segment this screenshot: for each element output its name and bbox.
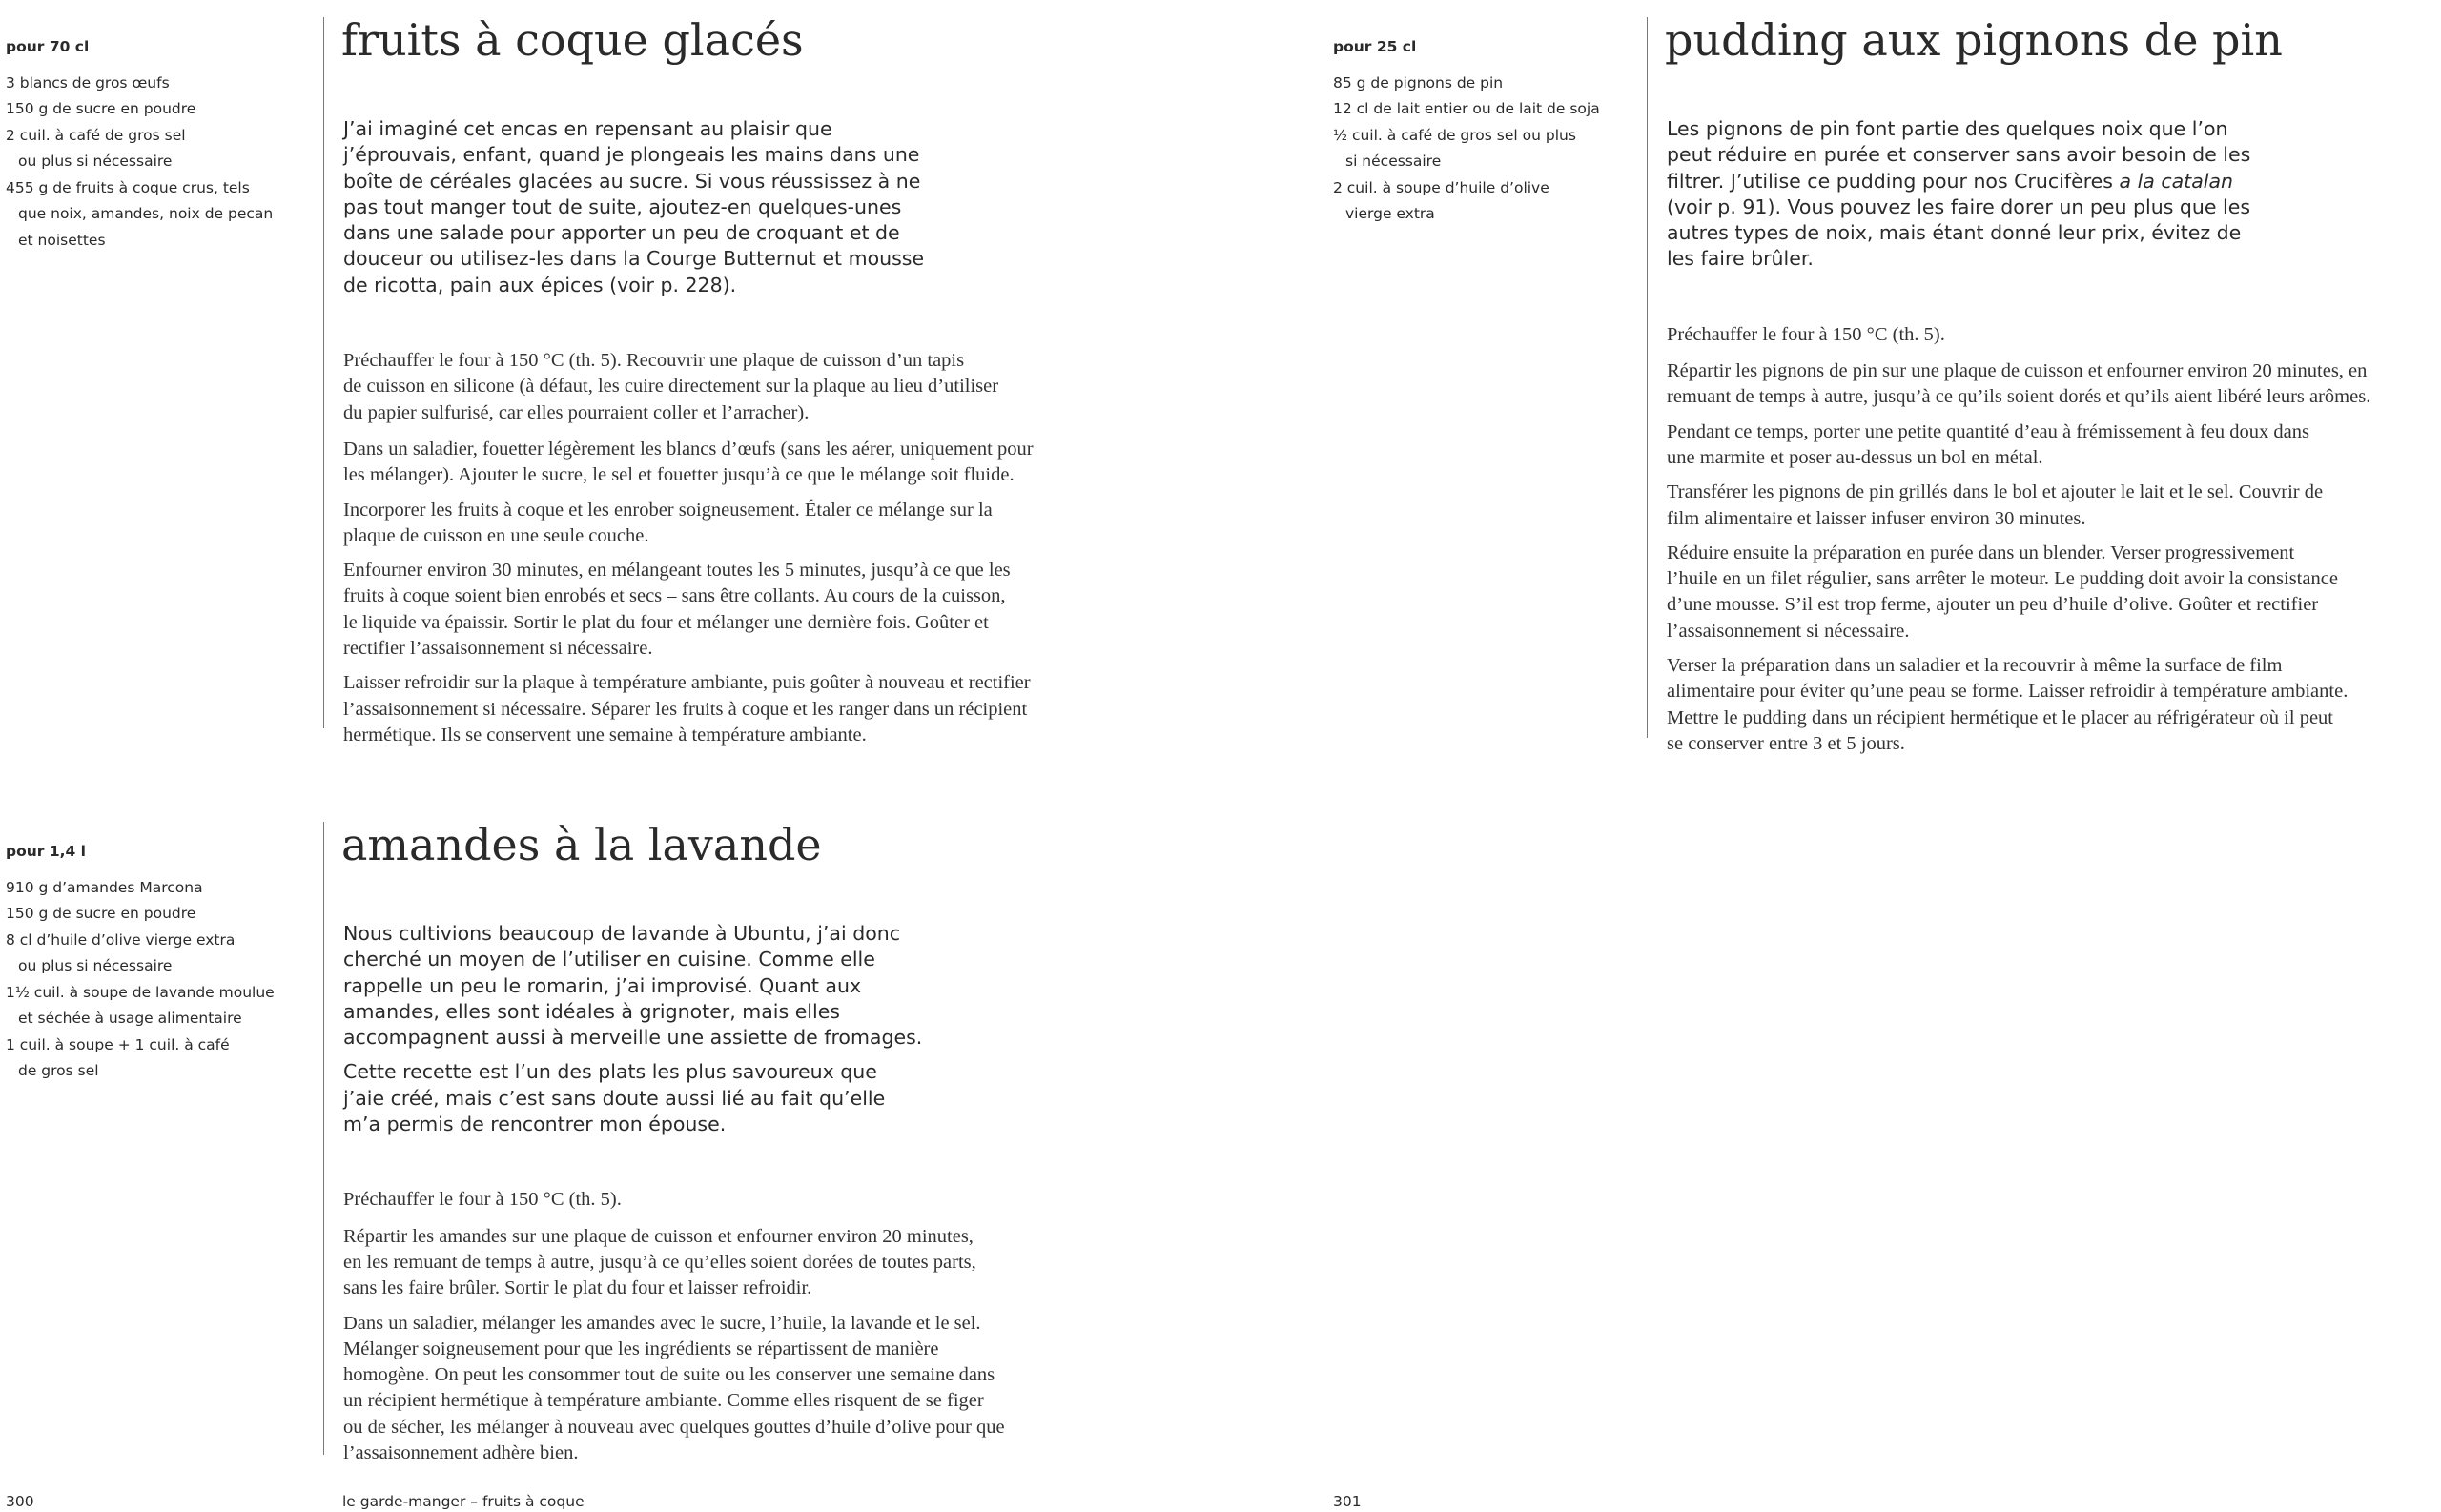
ingredient-lines (1333, 71, 1600, 228)
ingredient-line: ou plus si nécessaire (18, 153, 173, 170)
yield-label: pour 1,4 l (6, 843, 86, 860)
recipe-step: Verser la préparation dans un saladier et la recouvrir à même la surface de film alimentaire pour éviter qu’une peau se forme. Laisser refroidir à température ambiante. Mettre le pudding dans un récipient hermétique et le placer au réfrigérateur où il peut se conserver entre 3 et 5 jours. (1667, 655, 2349, 754)
recipe-step: Répartir les amandes sur une plaque de cuisson et enfourner environ 20 minutes, en les remuant de temps à autre, jusqu’à ce qu’elles soient dorées de toutes parts, sans les faire brûler. Sortir le plat du four et laisser refroidir. (343, 1225, 976, 1299)
ingredient-line: 1½ cuil. à soupe de lavande moulue (6, 983, 275, 1001)
ingredient-lines (6, 875, 275, 1085)
ingredient-line: 3 blancs de gros œufs (6, 73, 170, 92)
recipe-step: Répartir les pignons de pin sur une plaque de cuisson et enfourner environ 20 minutes, en remuant de temps à autre, jusqu’à ce qu’ils soient dorés et qu’ils aient libéré leurs arômes. (1667, 360, 2371, 408)
ingredient-line: 85 g de pignons de pin (1333, 73, 1504, 92)
ingredient-line: ½ cuil. à café de gros sel ou plus (1333, 126, 1576, 144)
ingredient-line: ou plus si nécessaire (18, 957, 173, 974)
ingredients-list-pudding (1333, 34, 1600, 228)
recipe-step: Dans un saladier, fouetter légèrement les blancs d’œufs (sans les aérer, uniquement pour les mélanger). Ajouter le sucre, le sel et fouetter jusqu’à ce que le mélange soit fluide. (343, 438, 1034, 486)
intro-text-cont: (voir p. 91). Vous pouvez les faire dorer un peu plus que les autres types de noix, mais étant donné leur prix, évitez de les faire brûler. (1667, 194, 2251, 271)
yield-label: pour 25 cl (1333, 38, 1417, 55)
recipe-steps (343, 1187, 1163, 1466)
ingredient-line: 12 cl de lait entier ou de lait de soja (1333, 100, 1600, 117)
recipe-step: Incorporer les fruits à coque et les enrober soigneusement. Étaler ce mélange sur la plaque de cuisson en une seule couche. (343, 499, 993, 546)
ingredient-line: que noix, amandes, noix de pecan (18, 205, 274, 222)
ingredient-line: 455 g de fruits à coque crus, tels (6, 178, 250, 196)
ingredient-line: 1 cuil. à soupe + 1 cuil. à café (6, 1035, 230, 1053)
recipe-amandes-a-la-lavande (323, 819, 1163, 1464)
recipe-intro: Nous cultivions beaucoup de lavande à Ubuntu, j’ai donc cherché un moyen de l’utiliser en cuisine. Comme elle rappelle un peu le romarin, j’ai improvisé. Quant aux amandes, elles sont idéales à grignoter, mais elles accompagnent aussi à merveille une assiette de fromages. (343, 922, 923, 1050)
ingredient-line: 2 cuil. à café de gros sel (6, 126, 186, 144)
recipe-fruits-a-coque-glaces (323, 14, 1163, 746)
ingredient-line: et noisettes (18, 231, 106, 249)
ingredient-lines (6, 71, 273, 255)
recipe-step: Enfourner environ 30 minutes, en mélangeant toutes les 5 minutes, jusqu’à ce que les fruits à coque soient bien enrobés et secs – sans être collants. Au cours de la cuisson, le liquide va épaissir. Sortir le plat du four et mélanger une dernière fois. Goûter et rectifier l’assaisonnement si nécessaire. (343, 560, 1011, 660)
intro-text: Les pignons de pin font partie des quelques noix que l’on peut réduire en purée et conserver sans avoir besoin de les filtrer. J’utilise ce pudding pour nos Crucifères (1667, 117, 2251, 193)
left-page (0, 0, 1220, 1512)
recipe-title: fruits à coque glacés (341, 14, 804, 66)
page-number: 300 (6, 1493, 34, 1510)
ingredient-line: et séchée à usage alimentaire (18, 1010, 242, 1027)
recipe-step: Préchauffer le four à 150 °C (th. 5). (343, 1189, 622, 1211)
recipe-steps (343, 348, 1163, 748)
right-page (1325, 0, 2441, 1512)
recipe-step: Pendant ce temps, porter une petite quantité d’eau à frémissement à feu doux dans une marmite et poser au-dessus un bol en métal. (1667, 420, 2309, 468)
page-number: 301 (1333, 1493, 1362, 1510)
ingredient-line: 150 g de sucre en poudre (6, 100, 196, 117)
recipe-pudding-aux-pignons-de-pin (1647, 14, 2430, 754)
yield-label: pour 70 cl (6, 38, 90, 55)
recipe-intro: J’ai imaginé cet encas en repensant au plaisir que j’éprouvais, enfant, quand je plongeais les mains dans une boîte de céréales glacées au sucre. Si vous réussissez à ne pas tout manger tout de suite, ajoutez-en quelques-unes dans une salade pour apporter un peu de croquant et de douceur ou utilisez-les dans la Courge Butternut et mousse de ricotta, pain aux épices (voir p. 228). (343, 117, 925, 296)
ingredient-line: 150 g de sucre en poudre (6, 905, 196, 922)
running-footer: le garde-manger – fruits à coque (342, 1493, 585, 1510)
recipe-step: Dans un saladier, mélanger les amandes avec le sucre, l’huile, la lavande et le sel. Mélanger soigneusement pour que les ingrédients se répartissent de manière homogène. On peut les consommer tout de suite ou les conserver une semaine dans un récipient hermétique à température ambiante. Comme elles risquent de se figer ou de sécher, les mélanger à nouveau avec quelques gouttes d’huile d’olive pour que l’assaisonnement adhère bien. (343, 1312, 1005, 1464)
recipe-steps (1667, 322, 2430, 757)
ingredient-line: si nécessaire (1345, 153, 1442, 170)
recipe-intro (1667, 116, 2430, 273)
ingredient-line: 2 cuil. à soupe d’huile d’olive (1333, 178, 1549, 196)
ingredients-list-amandes (6, 839, 275, 1085)
recipe-title: pudding aux pignons de pin (1665, 14, 2283, 66)
intro-italic-text: a la catalan (2119, 169, 2234, 193)
ingredient-line: de gros sel (18, 1062, 99, 1079)
recipe-step: Préchauffer le four à 150 °C (th. 5). (1667, 323, 1945, 345)
recipe-step: Réduire ensuite la préparation en purée dans un blender. Verser progressivement l’huile en un filet régulier, sans arrêter le moteur. Le pudding doit avoir la consistance d’une mousse. S’il est trop ferme, ajouter un peu d’huile d’olive. Goûter et rectifier l’assaisonnement si nécessaire. (1667, 541, 2338, 642)
recipe-step: Préchauffer le four à 150 °C (th. 5). Recouvrir une plaque de cuisson d’un tapis de cuisson en silicone (à défaut, les cuire directement sur la plaque au lieu d’utiliser du papier sulfurisé, car elles pourraient coller et l’arracher). (343, 350, 999, 423)
ingredient-line: 8 cl d’huile d’olive vierge extra (6, 930, 236, 949)
ingredient-line: 910 g d’amandes Marcona (6, 878, 203, 896)
recipe-title: amandes à la lavande (341, 819, 822, 870)
ingredient-line: vierge extra (1345, 205, 1435, 222)
recipe-intro-2: Cette recette est l’un des plats les plus savoureux que j’aie créé, mais c’est sans doute aussi lié au fait qu’elle m’a permis de rencontrer mon épouse. (343, 1060, 886, 1136)
ingredients-list-fruits (6, 34, 273, 254)
recipe-step: Transférer les pignons de pin grillés dans le bol et ajouter le lait et le sel. Couvrir de film alimentaire et laisser infuser environ 30 minutes. (1667, 481, 2324, 529)
recipe-step: Laisser refroidir sur la plaque à température ambiante, puis goûter à nouveau et rectifier l’assaisonnement si nécessaire. Séparer les fruits à coque et les ranger dans un récipient hermétique. Ils se conservent une semaine à température ambiante. (343, 672, 1031, 746)
